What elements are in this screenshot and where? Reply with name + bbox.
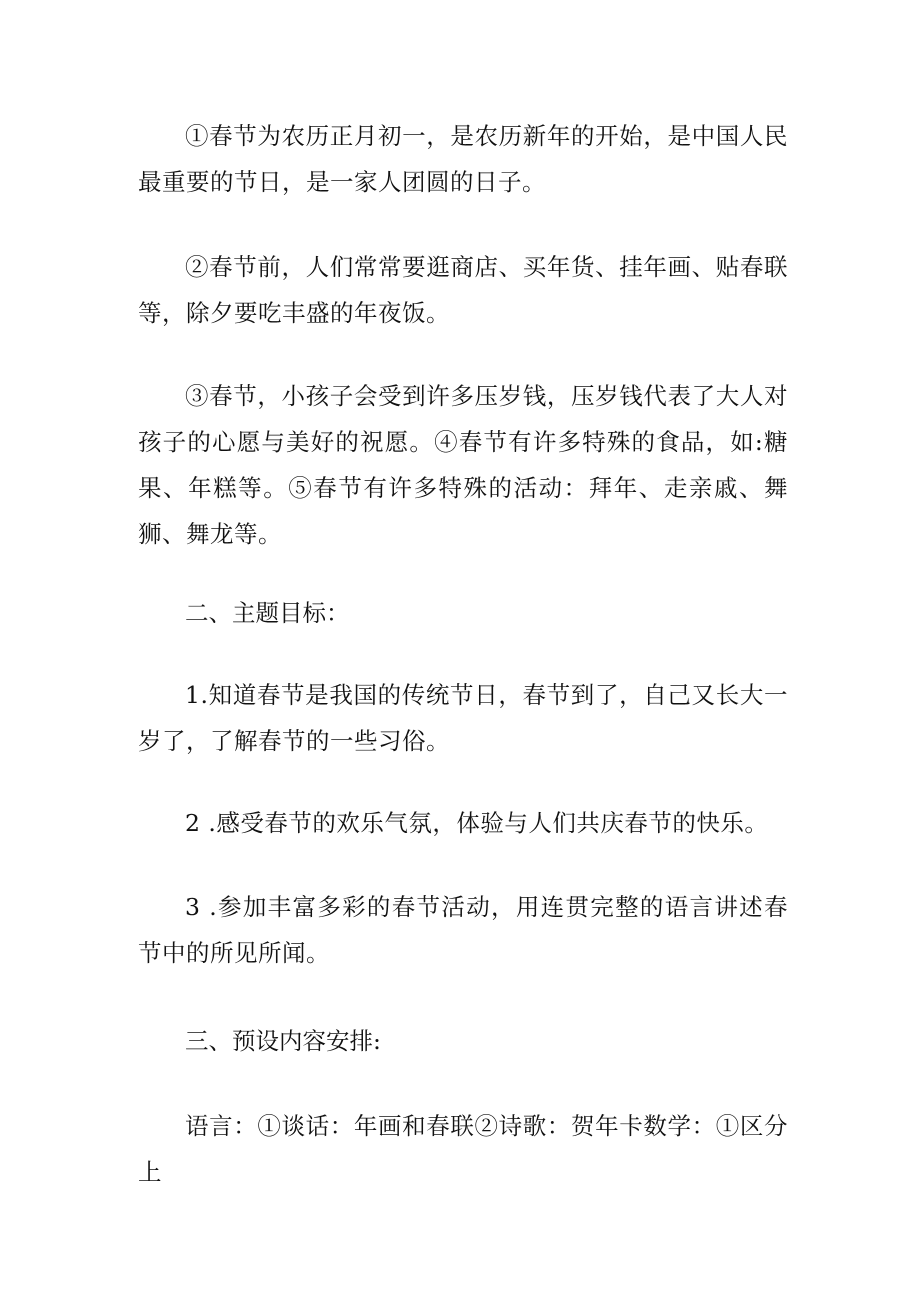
heading-theme-goals: 二、主题目标： [185,599,350,627]
heading-content-plan: 三、预设内容安排: [185,1027,381,1055]
paragraph-spring-festival-date: ①春节为农历正月初一，是农历新年的开始，是中国人民最重要的节日，是一家人团圆的日子。 [138,122,788,196]
goal-item-2: 2 .感受春节的欢乐气氛，体验与人们共庆春节的快乐。 [185,809,769,837]
paragraph-festival-customs: ③春节，小孩子会受到许多压岁钱，压岁钱代表了大人对孩子的心愿与美好的祝愿。④春节有许多特殊的食品，如:糖果、年糕等。⑤春节有许多特殊的活动：拜年、走亲戚、舞狮、舞龙等。 [138,382,788,548]
goal-item-1: 1.知道春节是我国的传统节日，春节到了，自己又长大一岁了，了解春节的一些习俗。 [138,681,788,755]
goal-item-3: 3 .参加丰富多彩的春节活动，用连贯完整的语言讲述春节中的所见所闻。 [138,893,788,967]
paragraph-before-festival: ②春节前，人们常常要逛商店、买年货、挂年画、贴春联等，除夕要吃丰盛的年夜饭。 [138,253,788,327]
content-plan-language: 语言：①谈话：年画和春联②诗歌：贺年卡数学：①区分上 [138,1112,788,1186]
